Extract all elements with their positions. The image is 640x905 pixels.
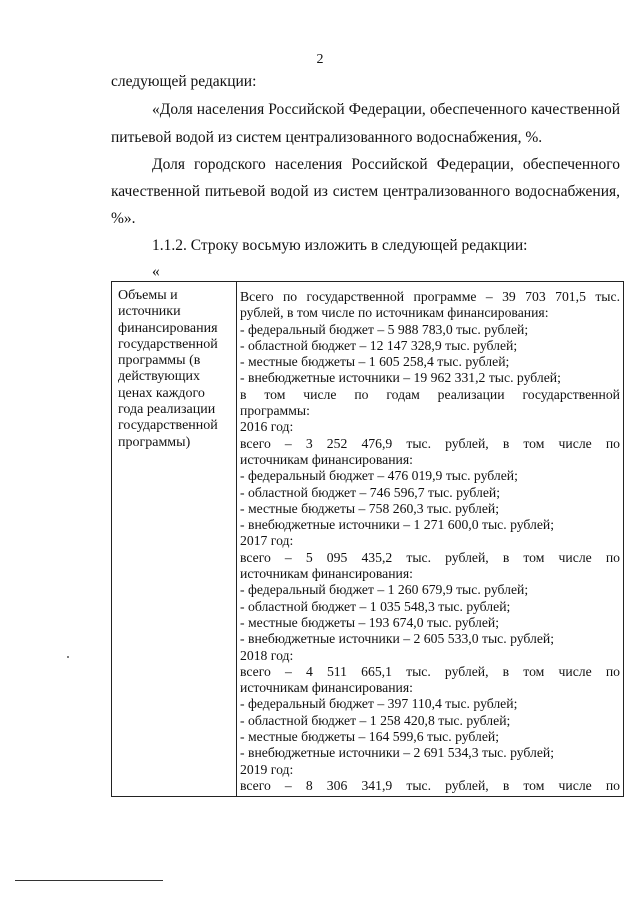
scan-speck <box>67 656 69 658</box>
quote-share-urban-line2: качественной питьевой водой из систем централизованного водоснабжения, <box>111 183 620 200</box>
funding-line: - областной бюджет – 1 035 548,3 тыс. рублей; <box>240 598 511 614</box>
funding-content <box>237 282 623 796</box>
quote-share-urban-line1: Доля городского населения Российской Федерации, обеспеченного <box>152 156 620 173</box>
funding-content-cell <box>237 282 624 797</box>
funding-line: 2016 год: <box>240 419 294 435</box>
label-line: финансирования <box>118 320 218 336</box>
label-line: государственной <box>118 418 218 434</box>
funding-line: - внебюджетные источники – 2 605 533,0 тыс. рублей; <box>240 631 555 647</box>
open-quote-mark: « <box>152 263 160 280</box>
label-line: программы) <box>118 434 191 450</box>
funding-line: рублей, в том числе по источникам финансирования: <box>240 305 549 321</box>
label-line: Объемы и <box>118 288 178 303</box>
label-line: государственной <box>118 336 218 352</box>
funding-line: 2018 год: <box>240 647 294 663</box>
page-number: 2 <box>316 52 324 67</box>
funding-line: всего – 3 252 476,9 тыс. рублей, в том числе по <box>240 435 620 451</box>
funding-line: всего – 5 095 435,2 тыс. рублей, в том числе по <box>240 549 620 565</box>
funding-line: - федеральный бюджет – 5 988 783,0 тыс. рублей; <box>240 321 529 337</box>
clause-heading: 1.1.2. Строку восьмую изложить в следующей редакции: <box>152 237 528 254</box>
funding-line: Всего по государственной программе – 39 703 701,5 тыс. <box>240 289 620 304</box>
funding-line: - федеральный бюджет – 1 260 679,9 тыс. рублей; <box>240 582 529 598</box>
quote-share-urban-line3: %». <box>111 210 136 227</box>
funding-line: источникам финансирования: <box>240 680 413 696</box>
label-line: действующих <box>118 369 201 385</box>
funding-line: - областной бюджет – 12 147 328,9 тыс. рублей; <box>240 337 518 353</box>
funding-line: всего – 4 511 665,1 тыс. рублей, в том числе по <box>240 663 620 679</box>
funding-label-cell <box>112 282 237 797</box>
footnote-rule <box>15 880 163 881</box>
funding-line: - местные бюджеты – 1 605 258,4 тыс. рублей; <box>240 354 510 370</box>
funding-table <box>111 281 624 797</box>
funding-label <box>112 282 236 451</box>
funding-line: - федеральный бюджет – 476 019,9 тыс. рублей; <box>240 468 518 484</box>
table-row <box>112 282 624 797</box>
funding-line: - внебюджетные источники – 2 691 534,3 тыс. рублей; <box>240 745 555 761</box>
funding-line: 2019 год: <box>240 761 294 777</box>
funding-line: - местные бюджеты – 758 260,3 тыс. рублей; <box>240 500 500 516</box>
funding-line: - местные бюджеты – 164 599,6 тыс. рублей; <box>240 729 500 745</box>
funding-line: 2017 год: <box>240 533 294 549</box>
label-line: источники <box>118 304 181 320</box>
funding-line: - областной бюджет – 746 596,7 тыс. рублей; <box>240 484 501 500</box>
quote-share-population-line1: «Доля населения Российской Федерации, обеспеченного качественной <box>152 101 620 118</box>
quote-share-population-line2: питьевой водой из систем централизованного водоснабжения, %. <box>111 129 543 146</box>
intro-line: следующей редакции: <box>111 73 257 90</box>
funding-line: источникам финансирования: <box>240 566 413 582</box>
label-line: программы (в <box>118 353 201 369</box>
label-line: года реализации <box>118 402 216 418</box>
funding-line: - внебюджетные источники – 19 962 331,2 тыс. рублей; <box>240 370 561 386</box>
funding-line: - федеральный бюджет – 397 110,4 тыс. рублей; <box>240 696 518 712</box>
funding-line: в том числе по годам реализации государственной <box>240 386 620 402</box>
funding-line: - областной бюджет – 1 258 420,8 тыс. рублей; <box>240 712 511 728</box>
funding-line: - внебюджетные источники – 1 271 600,0 тыс. рублей; <box>240 517 555 533</box>
funding-line: программы: <box>240 403 310 419</box>
label-line: ценах каждого <box>118 385 205 401</box>
funding-line: - местные бюджеты – 193 674,0 тыс. рублей; <box>240 614 500 630</box>
funding-line: всего – 8 306 341,9 тыс. рублей, в том числе по <box>240 777 620 793</box>
funding-line: источникам финансирования: <box>240 451 413 467</box>
